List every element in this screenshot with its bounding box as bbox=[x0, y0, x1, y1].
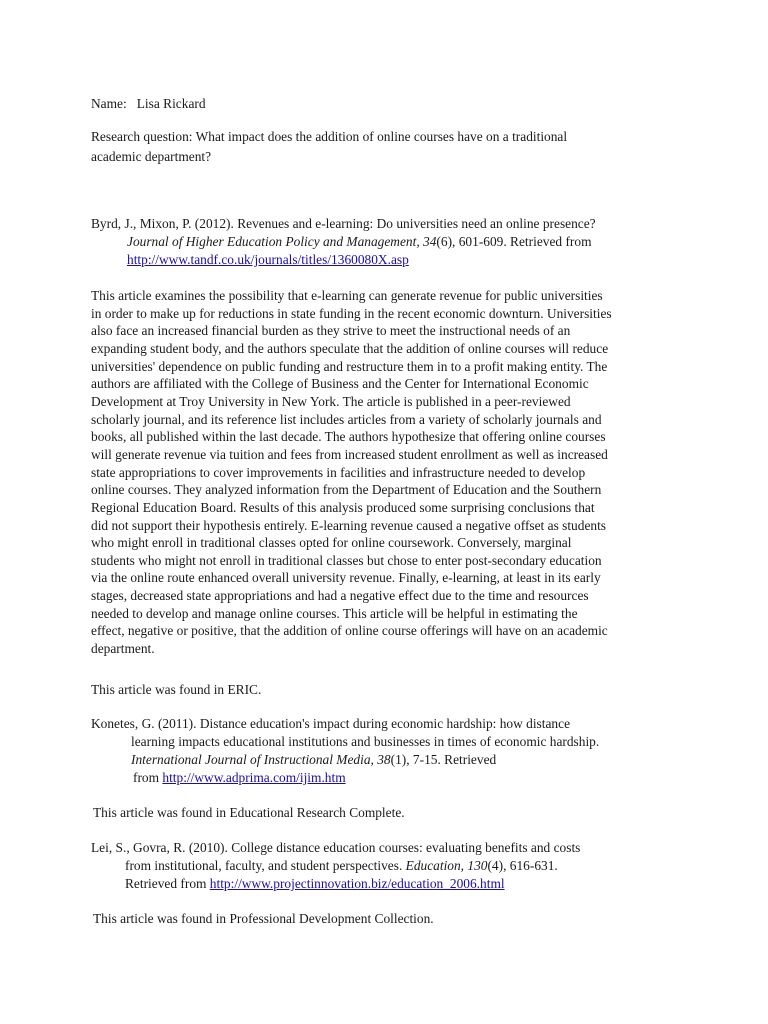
abstract-1-line: This article examines the possibility that e-learning can generate revenue for public universities bbox=[91, 288, 603, 303]
ref2-line-3 bbox=[131, 751, 496, 769]
name-value: Lisa Rickard bbox=[136, 96, 206, 111]
ref2-line-1: Konetes, G. (2011). Distance education's impact during economic hardship: how distance bbox=[91, 716, 571, 731]
ref2-journal: International Journal of Instructional Media, 38 bbox=[131, 752, 391, 767]
abstract-1-line: Regional Education Board. Results of this analysis produced some surprising conclusions that bbox=[91, 499, 595, 515]
ref3-issue-pages: (4), 616-631. bbox=[487, 858, 558, 873]
abstract-1-line: will generate revenue via tuition and fees from increased student enrollment as well as increased bbox=[91, 446, 608, 462]
found-in-erc: This article was found in Educational Research Complete. bbox=[93, 805, 405, 820]
name-label: Name: bbox=[91, 96, 127, 111]
ref1-line-1: Byrd, J., Mixon, P. (2012). Revenues and e-learning: Do universities need an online presence? bbox=[91, 216, 596, 231]
abstract-1-line: Development at Troy University in New York. The article is published in a peer-reviewed bbox=[91, 393, 571, 409]
abstract-1-line: did not support their hypothesis entirely. E-learning revenue caused a negative offset as students bbox=[91, 517, 607, 533]
ref3-line-3 bbox=[125, 875, 505, 893]
research-question-line-1: Research question: What impact does the addition of online courses have on a traditional bbox=[91, 129, 568, 144]
abstract-1-line: who might enroll in traditional classes opted for online coursework. Conversely, marginal bbox=[91, 535, 572, 551]
ref3-journal: Education, 130 bbox=[405, 858, 488, 873]
abstract-1-line: also face an increased financial burden as they strive to meet the instructional needs of an bbox=[91, 323, 571, 339]
abstract-1-line: authors are affiliated with the College of Business and the Center for International Economic bbox=[91, 376, 589, 392]
abstract-1-line: state appropriations to cover improvements in facilities and infrastructure needed to develop bbox=[91, 464, 586, 480]
ref1-journal: Journal of Higher Education Policy and Management, 34 bbox=[127, 234, 437, 249]
abstract-1-line: expanding student body, and the authors speculate that the addition of online courses will reduce bbox=[91, 340, 609, 356]
abstract-1-line: stages, decreased state appropriations and had a negative effect due to the time and resources bbox=[91, 588, 589, 603]
name-line bbox=[91, 95, 206, 113]
ref2-line-2: learning impacts educational institutions and businesses in times of economic hardship. bbox=[131, 734, 600, 749]
ref2-from-label: from bbox=[133, 770, 160, 785]
ref3-url-link[interactable]: http://www.projectinnovation.biz/education_2006.html bbox=[209, 876, 505, 891]
abstract-1-line: universities' dependence on public funding and restructure them in to a profit making entity. The bbox=[91, 358, 608, 374]
abstract-1-line: department. bbox=[91, 641, 155, 656]
ref2-issue-pages: (1), 7-15. Retrieved bbox=[390, 752, 497, 767]
ref1-line-3 bbox=[127, 251, 409, 269]
ref1-issue-pages: (6), 601-609. Retrieved from bbox=[436, 234, 592, 249]
abstract-1-line: students who might not enroll in traditional classes but chose to enter post-secondary education bbox=[91, 552, 602, 568]
abstract-1-line: in order to make up for reductions in state funding in the recent economic downturn. Universities bbox=[91, 305, 612, 321]
abstract-1-line: scholarly journal, and its reference list includes articles from a variety of scholarly journals and bbox=[91, 411, 602, 427]
ref3-line-2-text: from institutional, faculty, and student perspectives. bbox=[125, 858, 406, 873]
abstract-1-line: via the online route enhanced overall university revenue. Finally, e-learning, at least in its early bbox=[91, 570, 601, 586]
research-question-line-2: academic department? bbox=[91, 149, 212, 164]
ref2-line-4 bbox=[133, 769, 346, 787]
ref1-line-2 bbox=[127, 233, 592, 251]
ref1-url-link[interactable]: http://www.tandf.co.uk/journals/titles/1360080X.asp bbox=[127, 252, 409, 267]
ref2-url-link[interactable]: http://www.adprima.com/ijim.htm bbox=[162, 770, 346, 785]
found-in-eric: This article was found in ERIC. bbox=[91, 682, 262, 697]
abstract-1-line: online courses. They analyzed information from the Department of Education and the Southern bbox=[91, 482, 602, 498]
ref3-line-2 bbox=[125, 857, 558, 875]
found-in-pdc: This article was found in Professional Development Collection. bbox=[93, 911, 434, 926]
abstract-1-line: needed to develop and manage online courses. This article will be helpful in estimating the bbox=[91, 605, 578, 621]
ref3-line-1: Lei, S., Govra, R. (2010). College distance education courses: evaluating benefits and costs bbox=[91, 840, 581, 855]
abstract-1-line: effect, negative or positive, that the addition of online course offerings will have on an academic bbox=[91, 623, 608, 639]
ref3-retrieved-label: Retrieved from bbox=[125, 876, 207, 891]
abstract-1-line: books, all published within the last decade. The authors hypothesize that offering online courses bbox=[91, 429, 606, 445]
